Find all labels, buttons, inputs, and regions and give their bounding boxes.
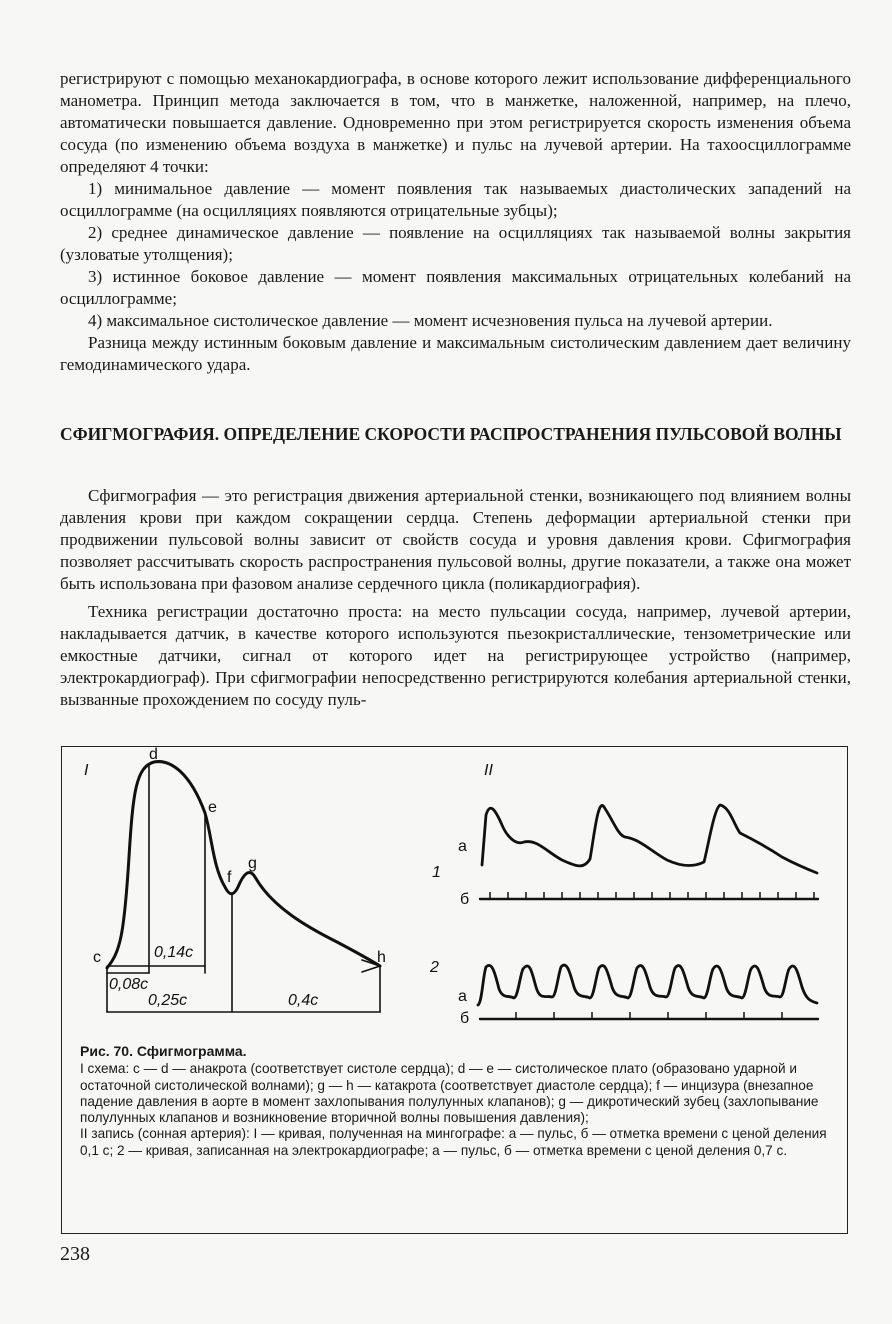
recording-2-pulse (478, 965, 817, 1005)
list-item: 1) минимальное давление — момент появления так называемых диастолических западений на осциллограмме (на осцилляциях появляются отрицательные зубцы); (60, 179, 851, 220)
paragraph: Разница между истинным боковым давление и максимальным систолическим давлением дает величину гемодинамического удара. (60, 333, 851, 374)
sphygmogram-drawing (62, 747, 849, 1235)
point-label-h: h (377, 949, 386, 966)
list-item: 3) истинное боковое давление — момент появления максимальных отрицательных колебаний на осциллограмме; (60, 267, 851, 308)
paragraph: Сфигмография — это регистрация движения артериальной стенки, возникающего под влиянием волны давления крови при каждом сокращении сердца. Степень деформации артериальной стенки при продвижении пульсовой волны зависит от свойств сосуда и уровня давления крови. Сфигмография позволяет рассчитывать скорость распространения пульсовой волны, другие показатели, а также она может быть использована при фазовом анализе сердечного цикла (поликардиография). (60, 486, 851, 593)
interval-end-arrow (362, 966, 380, 972)
paragraph: регистрируют с помощью механокардиографа, в основе которого лежит использование дифференциального манометра. Принцип метода заключается в том, что в манжетке, наложенной, например, на плечо, автоматически повышается давление. Одновременно при этом регистрируется скорость изменения объема сосуда (по изменению объема воздуха в манжетке) и пульс на лучевой артерии. На тахоосциллограмме определяют 4 точки: (60, 69, 851, 176)
section-heading: СФИГМОГРАФИЯ. ОПРЕДЕЛЕНИЕ СКОРОСТИ РАСПРОСТРАНЕНИЯ ПУЛЬСОВОЙ ВОЛНЫ (60, 424, 842, 444)
caption-recording-description: II запись (сонная артерия): I — кривая, полученная на мингографе: а — пульс, б — отметка времени с ценой деления 0,1 с; 2 — кривая, записанная на электрокардиографе; а — пульс, б — отметка времени с ценой деления 0,7 с. (80, 1126, 827, 1158)
figure-caption (80, 1043, 832, 1159)
point-label-c: c (93, 949, 101, 966)
section-text (60, 485, 851, 711)
panel-label-scheme: I (84, 762, 89, 779)
paragraph: Техника регистрации достаточно проста: на место пульсации сосуда, например, лучевой артерии, накладывается датчик, в качестве которого используются пьезокристаллические, тензометрические или емкостные датчики, сигнал от которого идет на регистрирующее устройство (например, электрокардиограф). При сфигмографии непосредственно регистрируются колебания артериальной стенки, вызванные прохождением по сосуду пуль- (60, 602, 851, 709)
pulse-wave-curve (107, 762, 380, 968)
page-number: 238 (60, 1243, 90, 1265)
recording-2-time-label: б (460, 1010, 470, 1027)
interval-label-f-h: 0,4c (288, 992, 319, 1009)
point-label-f: f (227, 869, 232, 886)
list-item: 2) среднее динамическое давление — появление на осцилляциях так называемой волны закрытия (узловатые утолщения); (60, 223, 851, 264)
recording-1-number: 1 (432, 864, 441, 881)
interval-label-c-e: 0,14c (154, 944, 194, 961)
recording-2-pulse-label: а (458, 988, 467, 1005)
list-item: 4) максимальное систолическое давление — момент исчезновения пульса на лучевой артерии. (88, 311, 773, 330)
intro-text (60, 68, 851, 376)
panel-label-recordings: II (484, 762, 493, 779)
caption-scheme-description: I схема: c — d — анакрота (соответствует систоле сердца); d — e — систолическое плато (образовано ударной и остаточной систолической волнами); g — h — катакрота (соответствует диастоле сердца); f — инцизура (внезапное падение давления в аорте в момент захлопывания полулунных клапанов); g — дикротический зубец (захлопывание полулунных клапанов и возникновение вторичной волны повышения давления); (80, 1061, 819, 1126)
recording-1-time-label: б (460, 891, 470, 908)
recording-1-pulse (482, 805, 817, 873)
interval-label-c-f: 0,25c (148, 992, 188, 1009)
point-label-d: d (149, 747, 158, 763)
recording-1-pulse-label: а (458, 838, 467, 855)
caption-title: Рис. 70. Сфигмограмма. (80, 1043, 247, 1059)
recording-2-number: 2 (430, 959, 439, 976)
interval-label-c-d: 0,08c (109, 976, 149, 993)
point-label-g: g (248, 855, 257, 872)
figure-sphygmogram (61, 746, 848, 1234)
point-label-e: e (208, 799, 217, 816)
